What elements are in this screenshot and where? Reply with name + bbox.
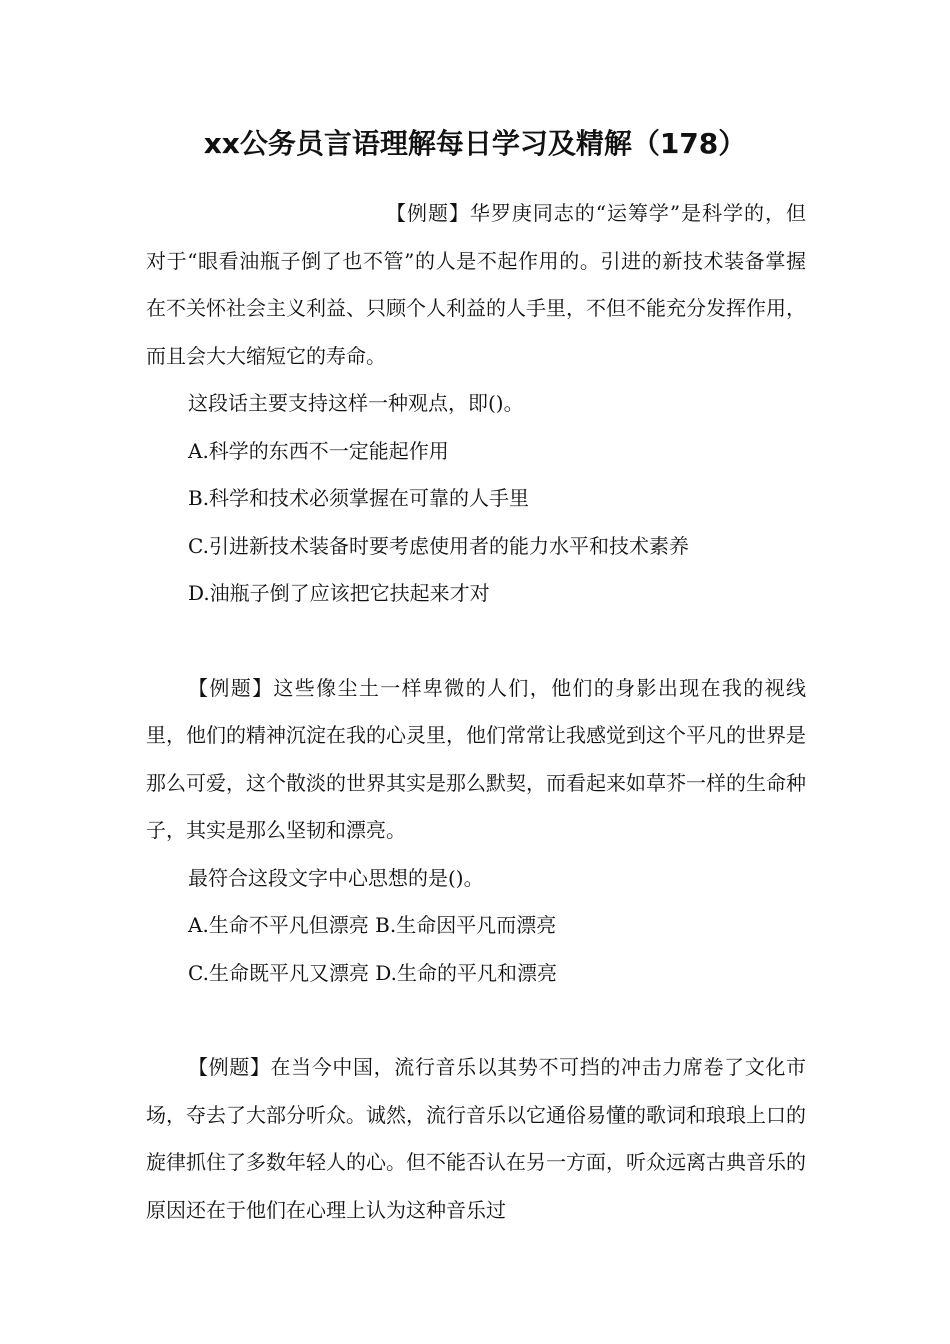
question-2-stem: 【例题】这些像尘土一样卑微的人们，他们的身影出现在我的视线里，他们的精神沉淀在我的心灵里，他们常常让我感觉到这个平凡的世界是那么可爱，这个散淡的世界其实是那么默契，而看起来如草芥一样的生命种子，其实是那么坚韧和漂亮。	[146, 675, 806, 842]
question-1-option-a: A.科学的东西不一定能起作用	[188, 438, 449, 463]
question-spacer	[146, 618, 806, 665]
question-3-stem: 【例题】在当今中国，流行音乐以其势不可挡的冲击力席卷了文化市场，夺去了大部分听众。诚然，流行音乐以它通俗易懂的歌词和琅琅上口的旋律抓住了多数年轻人的心。但不能否认在另一方面，听众远离古典音乐的原因还在于他们在心理上认为这种音乐过	[146, 1055, 806, 1222]
question-1-prompt: 这段话主要支持这样一种观点，即()。	[188, 391, 524, 415]
question-1-option-d: D.油瓶子倒了应该把它扶起来才对	[188, 581, 490, 605]
question-1-stem: 【例题】华罗庚同志的“运筹学”是科学的，但对于“眼看油瓶子倒了也不管”的人是不起作用的。引进的新技术装备掌握在不关怀社会主义利益、只顾个人利益的人手里，不但不能充分发挥作用，而且会大大缩短它的寿命。	[146, 201, 806, 368]
question-2-options-ab: A.生命不平凡但漂亮 B.生命因平凡而漂亮	[188, 913, 557, 937]
question-1-option-c: C.引进新技术装备时要考虑使用者的能力水平和技术素养	[188, 533, 689, 558]
document-body	[146, 190, 806, 1234]
question-1-option-b: B.科学和技术必须掌握在可靠的人手里	[188, 486, 530, 510]
question-2-prompt: 最符合这段文字中心思想的是()。	[188, 865, 484, 890]
document-title: xx公务员言语理解每日学习及精解（178）	[203, 127, 747, 160]
question-spacer	[146, 997, 806, 1044]
question-2-options-cd: C.生命既平凡又漂亮 D.生命的平凡和漂亮	[188, 960, 557, 985]
